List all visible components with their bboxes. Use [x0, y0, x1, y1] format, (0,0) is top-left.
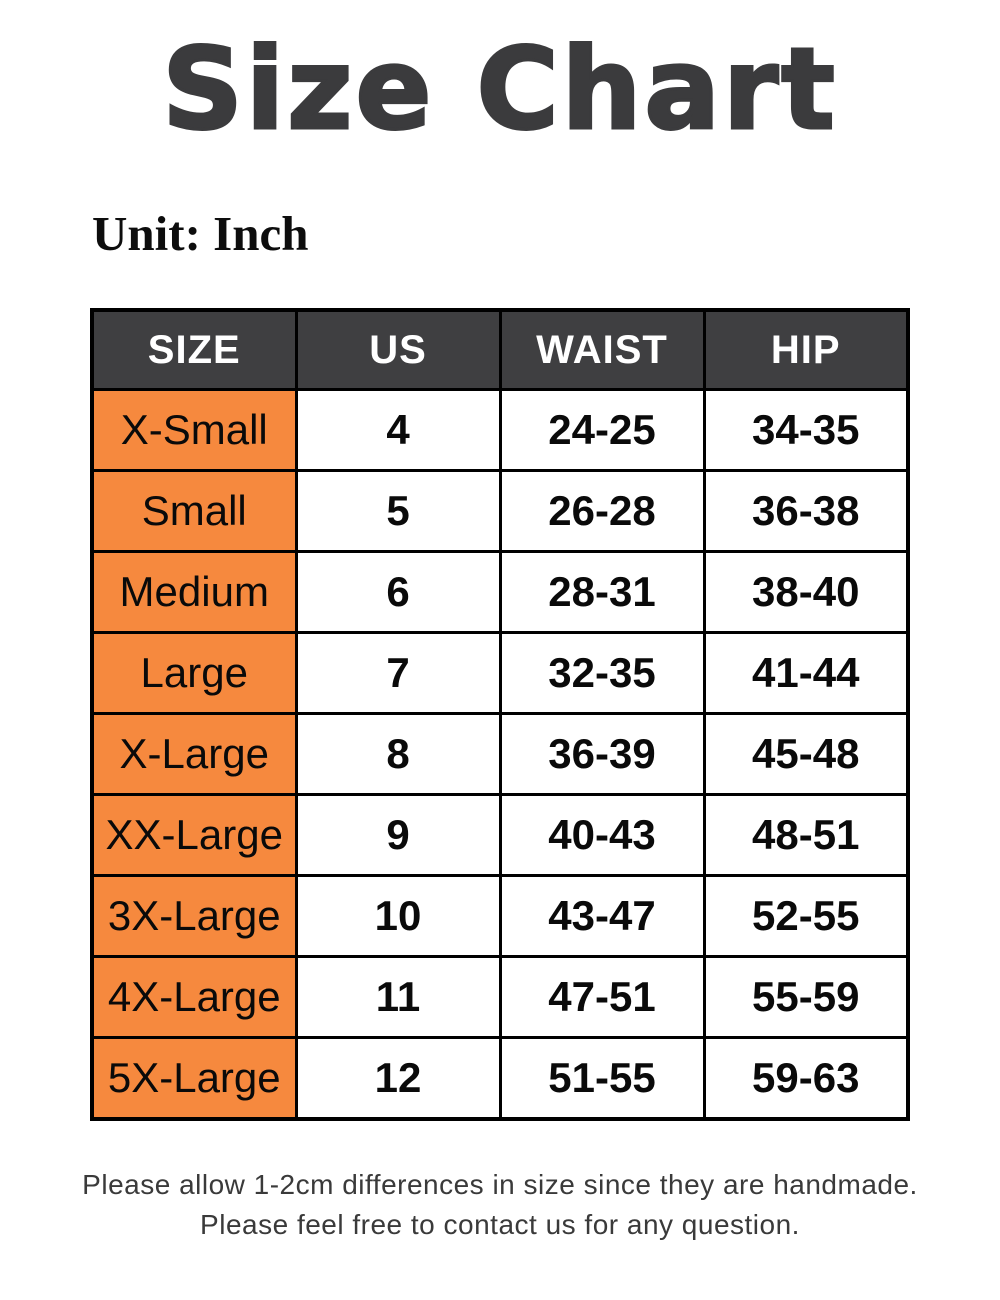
column-header-size: SIZE [92, 310, 296, 390]
table-row [92, 1038, 908, 1119]
size-cell: Small [92, 471, 296, 552]
hip-cell: 55-59 [704, 957, 908, 1038]
table-header [92, 310, 908, 390]
hip-cell: 59-63 [704, 1038, 908, 1119]
size-cell: X-Small [92, 390, 296, 471]
waist-cell: 32-35 [500, 633, 704, 714]
page-title: Size Chart [162, 25, 838, 155]
us-cell: 8 [296, 714, 500, 795]
column-header-us: US [296, 310, 500, 390]
waist-cell: 47-51 [500, 957, 704, 1038]
size-cell: 5X-Large [92, 1038, 296, 1119]
table-row [92, 633, 908, 714]
column-header-waist: WAIST [500, 310, 704, 390]
size-cell: Large [92, 633, 296, 714]
size-cell: Medium [92, 552, 296, 633]
us-cell: 4 [296, 390, 500, 471]
size-cell: XX-Large [92, 795, 296, 876]
table-row [92, 957, 908, 1038]
us-cell: 10 [296, 876, 500, 957]
header-row [92, 310, 908, 390]
waist-cell: 40-43 [500, 795, 704, 876]
waist-cell: 24-25 [500, 390, 704, 471]
size-cell: 3X-Large [92, 876, 296, 957]
hip-cell: 34-35 [704, 390, 908, 471]
us-cell: 6 [296, 552, 500, 633]
size-cell: 4X-Large [92, 957, 296, 1038]
table-body [92, 390, 908, 1119]
us-cell: 11 [296, 957, 500, 1038]
waist-cell: 51-55 [500, 1038, 704, 1119]
us-cell: 12 [296, 1038, 500, 1119]
table-row [92, 876, 908, 957]
us-cell: 5 [296, 471, 500, 552]
footer-line-1: Please allow 1-2cm differences in size since they are handmade. [82, 1168, 918, 1200]
us-cell: 7 [296, 633, 500, 714]
hip-cell: 41-44 [704, 633, 908, 714]
column-header-hip: HIP [704, 310, 908, 390]
us-cell: 9 [296, 795, 500, 876]
table-row [92, 714, 908, 795]
size-cell: X-Large [92, 714, 296, 795]
size-chart-table [90, 308, 910, 1121]
hip-cell: 45-48 [704, 714, 908, 795]
hip-cell: 38-40 [704, 552, 908, 633]
table-row [92, 390, 908, 471]
table-row [92, 795, 908, 876]
waist-cell: 26-28 [500, 471, 704, 552]
table-row [92, 552, 908, 633]
waist-cell: 28-31 [500, 552, 704, 633]
unit-label: Unit: Inch [92, 205, 309, 261]
footer-note [0, 1165, 1000, 1245]
hip-cell: 36-38 [704, 471, 908, 552]
waist-cell: 43-47 [500, 876, 704, 957]
table-row [92, 471, 908, 552]
waist-cell: 36-39 [500, 714, 704, 795]
hip-cell: 52-55 [704, 876, 908, 957]
footer-line-2: Please feel free to contact us for any question. [200, 1208, 800, 1240]
hip-cell: 48-51 [704, 795, 908, 876]
